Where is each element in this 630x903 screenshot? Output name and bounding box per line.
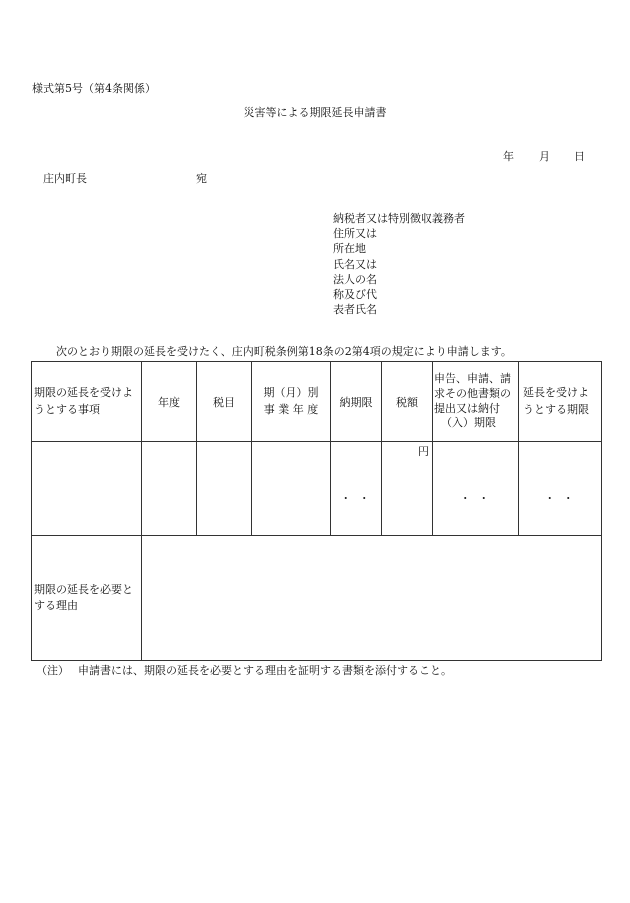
header-tax-amount: 税額 [382, 362, 433, 442]
header-matter: 期限の延長を受けよ うとする事項 [32, 362, 142, 442]
applicant-name-label-3: 称及び代 [333, 288, 377, 301]
table-row [32, 442, 602, 536]
note-text: 申請書には、期限の延長を必要とする理由を証明する書類を添付すること。 [78, 664, 452, 677]
matter-cell[interactable] [32, 442, 142, 536]
reason-label: 期限の延長を必要と する理由 [32, 536, 142, 661]
form-number: 様式第5号（第4条関係） [32, 82, 156, 95]
applicant-heading: 納税者又は特別徴収義務者 [333, 212, 465, 225]
applicant-address-label-2: 所在地 [333, 242, 366, 255]
addressee-name: 庄内町長 [43, 172, 87, 185]
applicant-name-label-4: 表者氏名 [333, 303, 377, 316]
header-extended-deadline: 延長を受けよ うとする期限 [519, 362, 602, 442]
table-header-row [32, 362, 602, 442]
reason-row [32, 536, 602, 661]
header-due-date: 納期限 [331, 362, 382, 442]
yen-unit: 円 [418, 445, 429, 458]
due-date-cell[interactable]: ・ ・ [331, 442, 382, 536]
document-title: 災害等による期限延長申請書 [243, 106, 387, 119]
extended-deadline-cell[interactable]: ・ ・ [519, 442, 602, 536]
applicant-name-label-2: 法人の名 [333, 273, 377, 286]
reason-input-area[interactable] [142, 536, 602, 661]
filing-deadline-cell[interactable]: ・ ・ [433, 442, 519, 536]
header-filing-deadline: 申告、申請、請 求その他書類の 提出又は納付 （入）期限 [433, 362, 519, 442]
note-label: （注） [36, 664, 69, 677]
date-day-label: 日 [574, 150, 585, 163]
tax-item-cell[interactable] [197, 442, 252, 536]
header-tax-item: 税目 [197, 362, 252, 442]
period-cell[interactable] [252, 442, 331, 536]
intro-text: 次のとおり期限の延長を受けたく、庄内町税条例第18条の2第4項の規定により申請します。 [56, 345, 512, 358]
header-fiscal-year: 年度 [142, 362, 197, 442]
addressee-suffix: 宛 [196, 172, 207, 185]
applicant-address-label: 住所又は [333, 227, 377, 240]
date-year-label: 年 [503, 150, 514, 163]
extension-table [31, 361, 602, 661]
applicant-name-label: 氏名又は [333, 258, 377, 271]
fiscal-year-cell[interactable] [142, 442, 197, 536]
tax-amount-cell[interactable] [382, 442, 433, 536]
date-month-label: 月 [539, 150, 550, 163]
header-period: 期（月）別 事 業 年 度 [252, 362, 331, 442]
